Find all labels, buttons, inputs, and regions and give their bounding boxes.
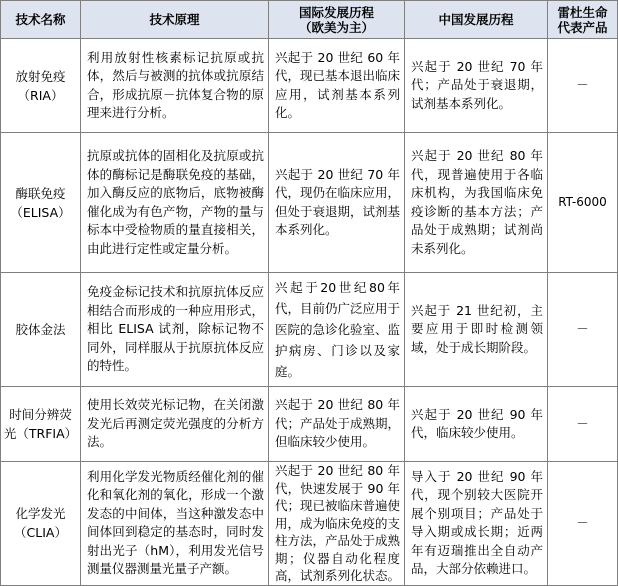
intl-history-cell: 兴起于 20 世纪 80 年代，快速发展于 90 年代；现已被临床普遍使用，成为临床免疫的支柱方法，产品处于成熟期；仪器自动化程度高，试剂系列化状态。: [269, 462, 405, 586]
principle-cell: 使用长效荧光标记物，在关闭激发光后再测定荧光强度的分析方法。: [81, 387, 269, 462]
china-history-cell: 导入于 20 世纪 90 年代，现个别较大医院开展个别项目；产品处于导入期或成长期；近两年有迈瑞推出全自动产品，大部分依赖进口。: [405, 462, 548, 586]
header-principle: 技术原理: [81, 1, 269, 39]
table-row: [1, 462, 618, 586]
product-cell: －: [548, 462, 618, 586]
china-history-cell: 兴起于 20 世纪 70 年代；产品处于衰退期，试剂基本系列化。: [405, 39, 548, 133]
header-row: [1, 1, 618, 39]
table-row: [1, 133, 618, 273]
header-product: 雷杜生命 代表产品: [548, 1, 618, 39]
product-cell: －: [548, 273, 618, 387]
intl-history-cell: 兴起于20世纪80年代，目前仍广泛应用于医院的急诊化验室、监护病房、门诊以及家庭。: [269, 273, 405, 387]
header-intl-history: 国际发展历程 （欧美为主）: [269, 1, 405, 39]
product-cell: －: [548, 387, 618, 462]
tech-name-cell: 酶联免疫 （ELISA）: [1, 133, 81, 273]
table-row: [1, 39, 618, 133]
tech-name-cell: 放射免疫 （RIA）: [1, 39, 81, 133]
intl-history-cell: 兴起于 20 世纪 60 年代，现已基本退出临床应用，试剂基本系列化。: [269, 39, 405, 133]
tech-name-cell: 时间分辨荧 光（TRFIA）: [1, 387, 81, 462]
china-history-cell: 兴起于 20 世纪 90 年代，临床较少使用。: [405, 387, 548, 462]
product-cell: RT-6000: [548, 133, 618, 273]
principle-cell: 免疫金标记技术和抗原抗体反应相结合而形成的一种应用形式，相比 ELISA 试剂，除标记物不同外，同样服从于抗原抗体反应的特性。: [81, 273, 269, 387]
header-china-history: 中国发展历程: [405, 1, 548, 39]
china-history-cell: 兴起于 20 世纪 80 年代，现普遍使用于各临床机构，为我国临床免疫诊断的基本方法；产品处于成熟期；试剂尚未系列化。: [405, 133, 548, 273]
intl-history-cell: 兴起于 20 世纪 80 年代；产品处于成熟期，但临床较少使用。: [269, 387, 405, 462]
table-row: [1, 387, 618, 462]
principle-cell: 利用化学发光物质经催化剂的催化和氧化剂的氧化，形成一个激发态的中间体，当这种激发态中间体回到稳定的基态时，同时发射出光子（hM），利用发光信号测量仪器测量光量子产额。: [81, 462, 269, 586]
tech-name-cell: 胶体金法: [1, 273, 81, 387]
tech-name-cell: 化学发光 （CLIA）: [1, 462, 81, 586]
china-history-cell: 兴起于 21 世纪初，主要应用于即时检测领域，处于成长期阶段。: [405, 273, 548, 387]
intl-history-cell: 兴起于 20 世纪 70 年代，现仍在临床应用，但处于衰退期，试剂基本系列化。: [269, 133, 405, 273]
principle-cell: 利用放射性核素标记抗原或抗体，然后与被测的抗体或抗原结合，形成抗原－抗体复合物的原理来进行分析。: [81, 39, 269, 133]
table-row: [1, 273, 618, 387]
header-tech-name: 技术名称: [1, 1, 81, 39]
principle-cell: 抗原或抗体的固相化及抗原或抗体的酶标记是酶联免疫的基础，加入酶反应的底物后，底物被酶催化成为有色产物，产物的量与标本中受检物质的量直接相关，由此进行定性或定量分析。: [81, 133, 269, 273]
product-cell: －: [548, 39, 618, 133]
